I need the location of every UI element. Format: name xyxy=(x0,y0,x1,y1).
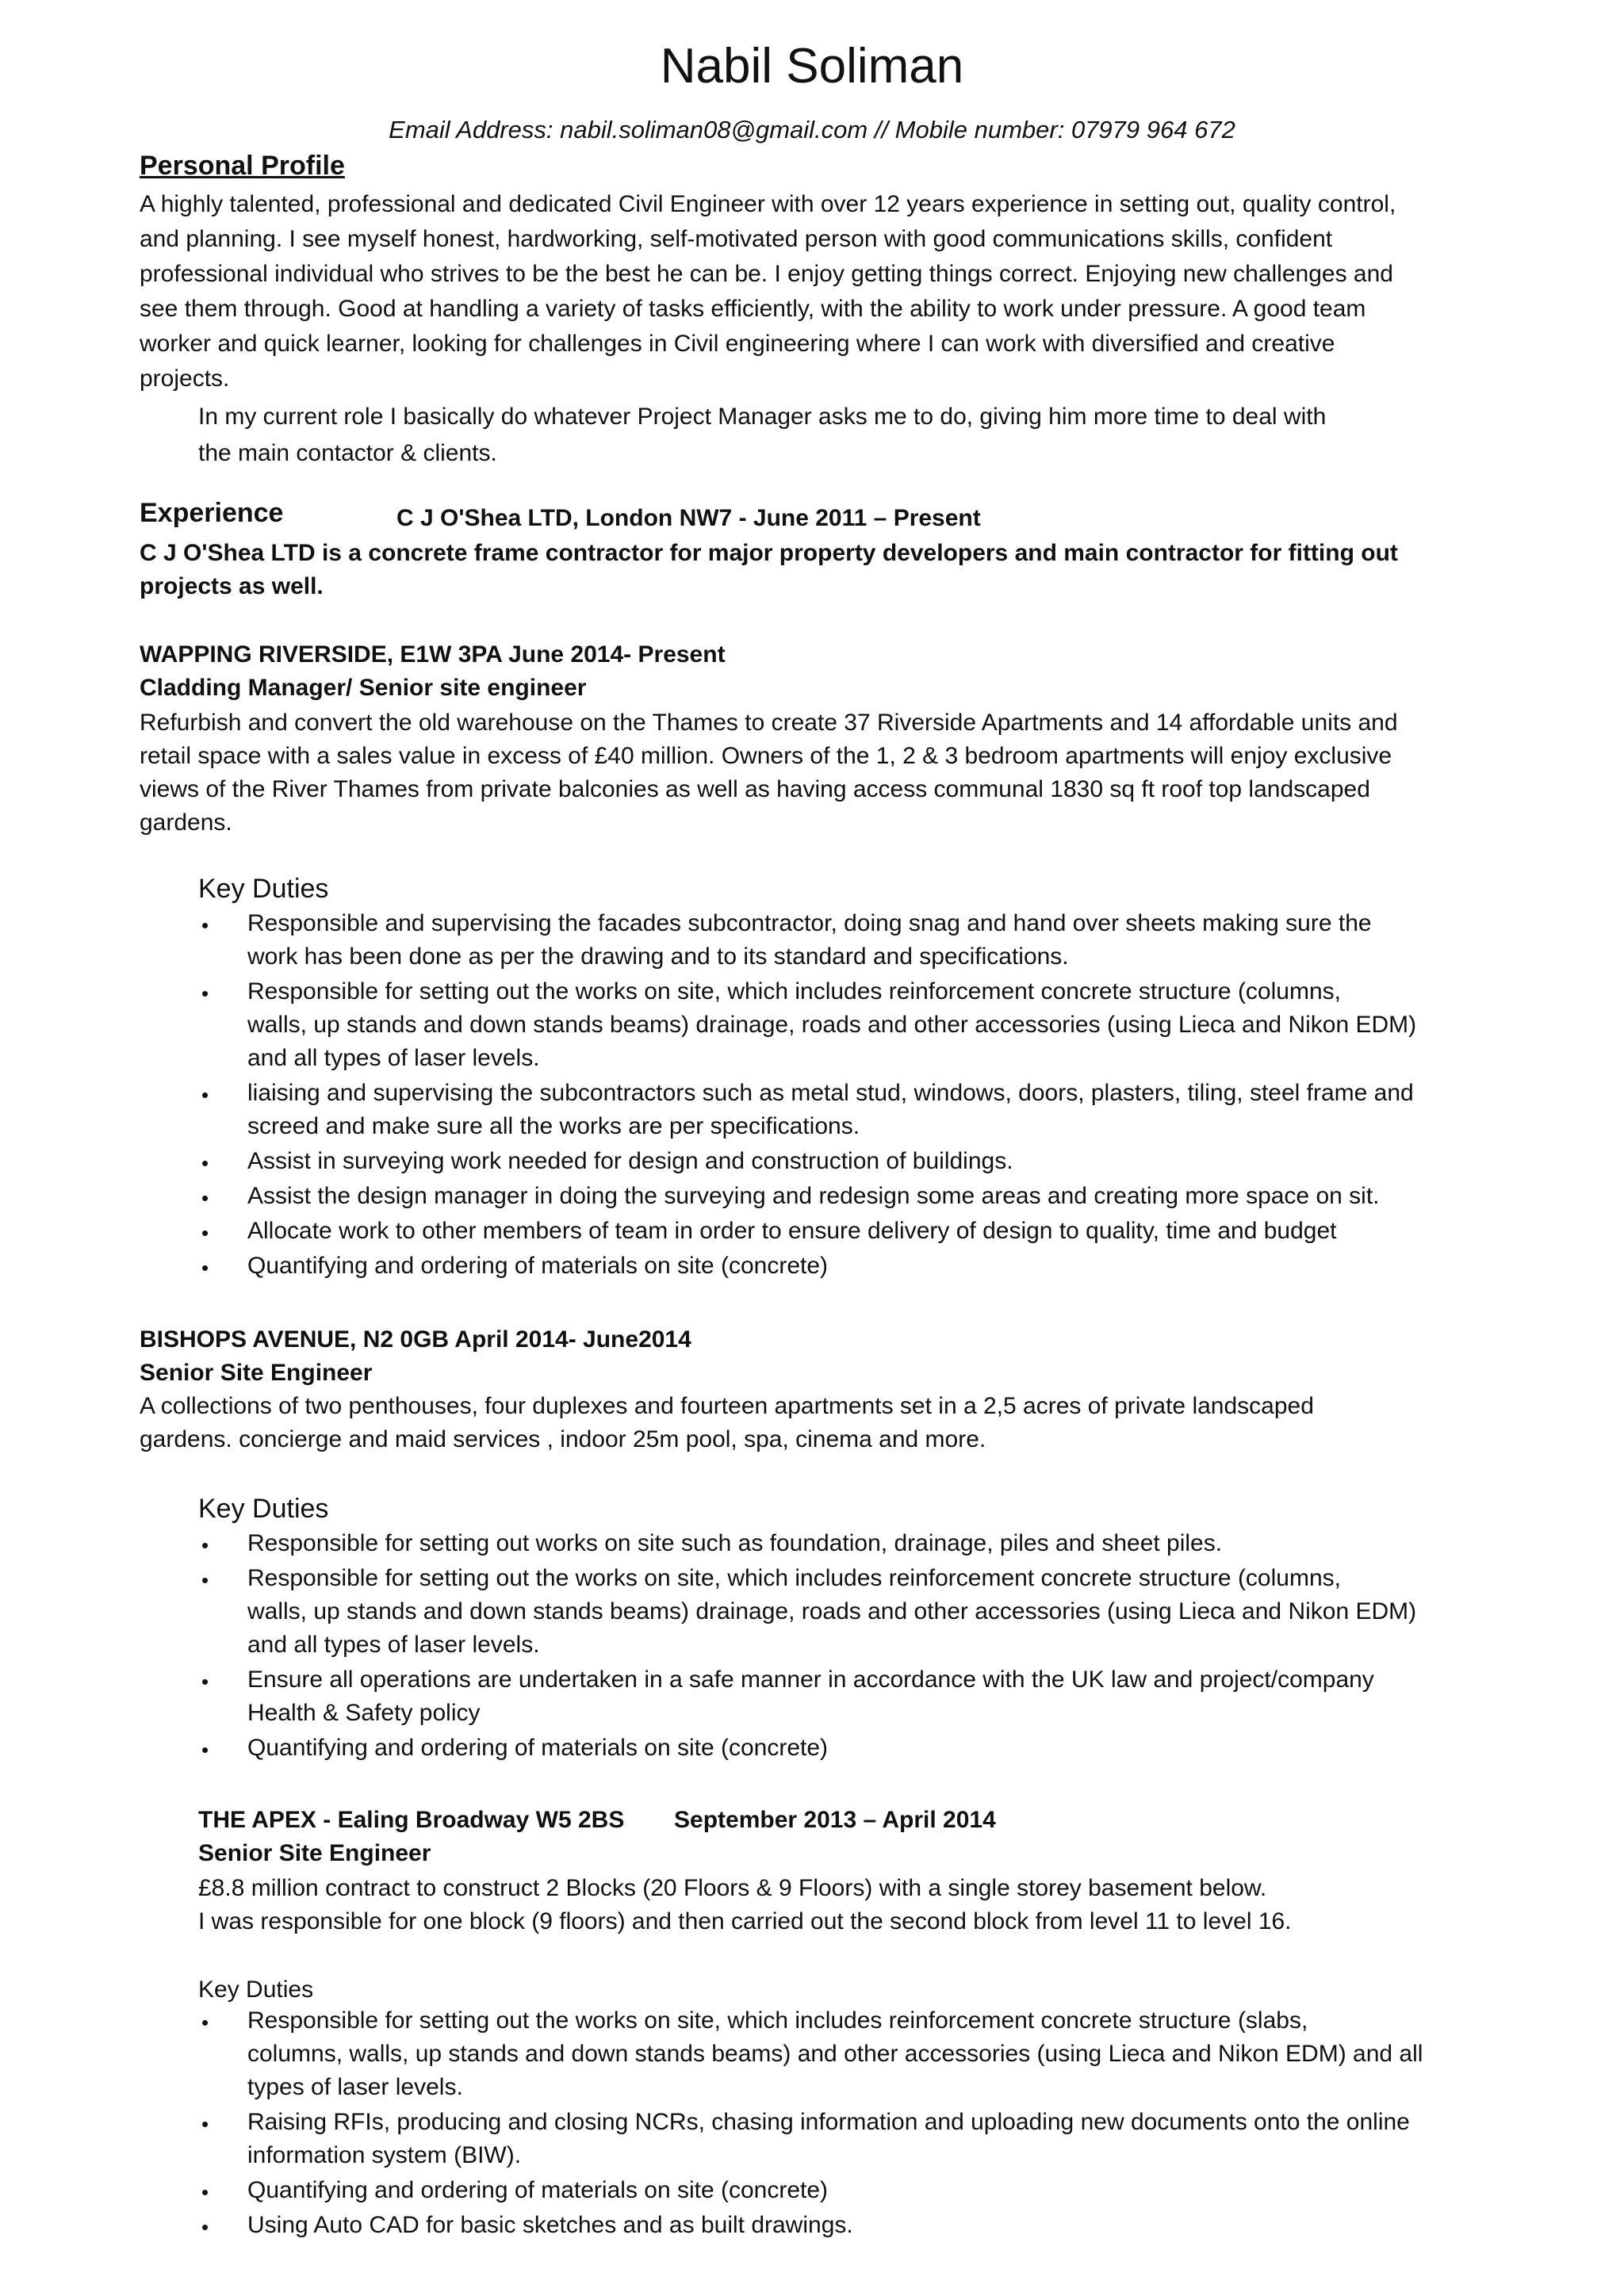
bullet-icon: • xyxy=(201,1256,209,1280)
company-heading: C J O'Shea LTD, London NW7 - June 2011 – Present xyxy=(396,505,981,531)
bullet-icon: • xyxy=(201,913,209,937)
duty-line: Assist the design manager in doing the surveying and redesign some areas and creating more space on sit. xyxy=(247,1183,1380,1209)
duty-line: and all types of laser levels. xyxy=(247,1045,540,1071)
profile-line: projects. xyxy=(140,365,230,392)
duty-line: information system (BIW). xyxy=(247,2142,522,2168)
duty-line: Responsible for setting out the works on site, which includes reinforcement concrete structure (columns, xyxy=(247,978,1341,1004)
project-desc-line: A collections of two penthouses, four duplexes and fourteen apartments set in a 2,5 acres of private landscaped xyxy=(140,1393,1314,1419)
bullet-icon: • xyxy=(201,1568,209,1592)
duty-line: Allocate work to other members of team in order to ensure delivery of design to quality, time and budget xyxy=(247,1218,1337,1244)
candidate-name: Nabil Soliman xyxy=(660,39,964,94)
profile-line: and planning. I see myself honest, hardworking, self-motivated person with good communications skills, confident xyxy=(140,226,1333,252)
bullet-icon: • xyxy=(201,1083,209,1107)
project-role: Senior Site Engineer xyxy=(198,1840,431,1866)
project-desc-line: I was responsible for one block (9 floors) and then carried out the second block from level 11 to level 16. xyxy=(198,1908,1292,1934)
bullet-icon: • xyxy=(201,1533,209,1557)
project-desc-line: retail space with a sales value in excess of £40 million. Owners of the 1, 2 & 3 bedroom apartments will enjoy exclusive xyxy=(140,743,1392,769)
project-title: THE APEX - Ealing Broadway W5 2BS xyxy=(198,1807,625,1833)
key-duties-label: Key Duties xyxy=(198,874,329,904)
duty-line: liaising and supervising the subcontractors such as metal stud, windows, doors, plasters, tiling, steel frame and xyxy=(247,1080,1414,1106)
duty-line: Health & Safety policy xyxy=(247,1700,481,1726)
project-desc-line: Refurbish and convert the old warehouse on the Thames to create 37 Riverside Apartments and 14 affordable units and xyxy=(140,710,1398,736)
project-desc-line: gardens. concierge and maid services , indoor 25m pool, spa, cinema and more. xyxy=(140,1426,986,1452)
profile-line: worker and quick learner, looking for challenges in Civil engineering where I can work with diversified and creative xyxy=(140,331,1335,357)
project-role: Senior Site Engineer xyxy=(140,1360,373,1386)
duty-line: Quantifying and ordering of materials on site (concrete) xyxy=(247,1253,829,1279)
profile-line: professional individual who strives to be the best he can be. I enjoy getting things correct. Enjoying new challenges and xyxy=(140,261,1393,287)
profile-line: A highly talented, professional and dedicated Civil Engineer with over 12 years experience in setting out, quality control, xyxy=(140,191,1396,217)
role-line: the main contactor & clients. xyxy=(198,440,497,466)
duty-line: Responsible for setting out works on site such as foundation, drainage, piles and sheet piles. xyxy=(247,1530,1223,1556)
project-title: BISHOPS AVENUE, N2 0GB April 2014- June2014 xyxy=(140,1326,691,1353)
key-duties-label: Key Duties xyxy=(198,1494,329,1524)
role-line: In my current role I basically do whatever Project Manager asks me to do, giving him more time to deal with xyxy=(198,404,1327,430)
bullet-icon: • xyxy=(201,2011,209,2034)
duty-line: Quantifying and ordering of materials on site (concrete) xyxy=(247,1735,829,1761)
duty-line: Raising RFIs, producing and closing NCRs, chasing information and uploading new documents onto the online xyxy=(247,2109,1410,2135)
project-desc-line: £8.8 million contract to construct 2 Blocks (20 Floors & 9 Floors) with a single storey basement below. xyxy=(198,1875,1267,1901)
duty-line: types of laser levels. xyxy=(247,2074,463,2100)
duty-line: Assist in surveying work needed for design and construction of buildings. xyxy=(247,1148,1013,1174)
duty-line: Quantifying and ordering of materials on site (concrete) xyxy=(247,2177,829,2203)
duty-line: walls, up stands and down stands beams) drainage, roads and other accessories (using Lieca and Nikon EDM) xyxy=(247,1012,1417,1038)
duty-line: screed and make sure all the works are per specifications. xyxy=(247,1113,860,1139)
duty-line: Responsible for setting out the works on site, which includes reinforcement concrete structure (slabs, xyxy=(247,2007,1308,2034)
duty-line: Responsible for setting out the works on site, which includes reinforcement concrete structure (columns, xyxy=(247,1565,1341,1591)
bullet-icon: • xyxy=(201,2112,209,2136)
bullet-icon: • xyxy=(201,1186,209,1210)
bullet-icon: • xyxy=(201,1151,209,1175)
duty-line: columns, walls, up stands and down stands beams) and other accessories (using Lieca and Nikon EDM) and all xyxy=(247,2041,1423,2067)
duty-line: Using Auto CAD for basic sketches and as built drawings. xyxy=(247,2212,853,2238)
bullet-icon: • xyxy=(201,2180,209,2204)
project-desc-line: gardens. xyxy=(140,809,232,836)
bullet-icon: • xyxy=(201,982,209,1005)
contact-line: Email Address: nabil.soliman08@gmail.com // Mobile number: 07979 964 672 xyxy=(389,116,1235,144)
duty-line: walls, up stands and down stands beams) drainage, roads and other accessories (using Lieca and Nikon EDM) xyxy=(247,1598,1417,1624)
project-dates: September 2013 – April 2014 xyxy=(674,1807,996,1833)
profile-title: Personal Profile xyxy=(140,151,345,181)
bullet-icon: • xyxy=(201,1221,209,1245)
project-title: WAPPING RIVERSIDE, E1W 3PA June 2014- Present xyxy=(140,641,726,668)
experience-label: Experience xyxy=(140,498,284,528)
duty-line: Responsible and supervising the facades subcontractor, doing snag and hand over sheets making sure the xyxy=(247,910,1372,936)
duty-line: work has been done as per the drawing and to its standard and specifications. xyxy=(247,943,1069,970)
duty-line: and all types of laser levels. xyxy=(247,1632,540,1658)
project-role: Cladding Manager/ Senior site engineer xyxy=(140,675,587,701)
profile-line: see them through. Good at handling a variety of tasks efficiently, with the ability to work under pressure. A good team xyxy=(140,296,1366,322)
bullet-icon: • xyxy=(201,1670,209,1693)
key-duties-label: Key Duties xyxy=(198,1976,314,2003)
bullet-icon: • xyxy=(201,1738,209,1762)
duty-line: Ensure all operations are undertaken in a safe manner in accordance with the UK law and project/company xyxy=(247,1667,1374,1693)
company-desc-line: projects as well. xyxy=(140,573,324,599)
project-desc-line: views of the River Thames from private balconies as well as having access communal 1830 sq ft roof top landscaped xyxy=(140,776,1370,802)
company-desc-line: C J O'Shea LTD is a concrete frame contractor for major property developers and main contractor for fitting out xyxy=(140,540,1398,566)
bullet-icon: • xyxy=(201,2215,209,2239)
